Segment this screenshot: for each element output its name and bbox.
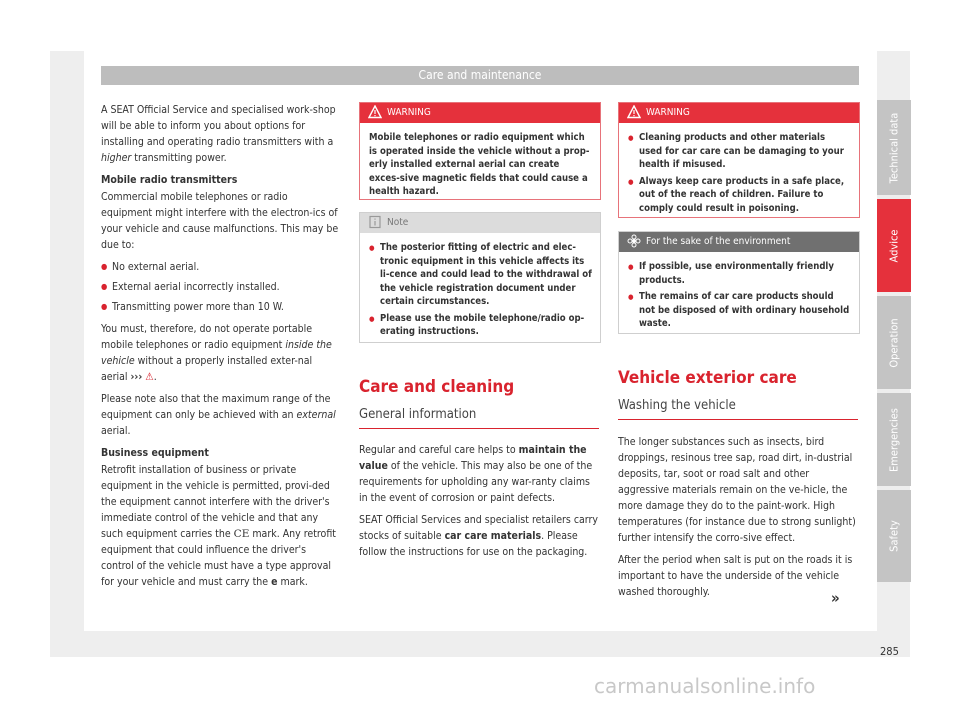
warning-box bbox=[359, 102, 601, 200]
warning-body bbox=[619, 123, 859, 224]
exterior-paragraph: The longer substances such as insects, bird droppings, resinous tree sap, road dirt, in-dustrial deposits, tar, soot or road salt and other aggressive materials remain on the ve-hicle, the more damage they do to the paint-work. High temperatures (for instance due to strong sunlight) further intensify the corro-sive effect. bbox=[618, 436, 856, 544]
section-subtitle: General information bbox=[359, 407, 599, 429]
tab-operation[interactable]: Operation bbox=[877, 296, 911, 389]
warning-triangle-icon bbox=[627, 105, 641, 119]
list-item: ● If possible, use environmentally friendly products. bbox=[628, 260, 851, 287]
section-title: Care and cleaning bbox=[359, 377, 515, 397]
warning-label: WARNING bbox=[646, 107, 690, 118]
exterior-paragraph: After the period when salt is put on the roads it is important to have the underside of the vehicle washed thoroughly. bbox=[618, 554, 853, 598]
tab-emergencies[interactable]: Emergencies bbox=[877, 393, 911, 486]
e-mark: e bbox=[271, 576, 278, 588]
environment-label: For the sake of the environment bbox=[646, 236, 791, 247]
care-section-heading bbox=[359, 377, 599, 429]
list-item: ● External aerial incorrectly installed. bbox=[101, 279, 341, 295]
intro-paragraph: A SEAT Official Service and specialised work-shop will be able to inform you about options for installing and operating radio transmitters with a higher transmitting power. bbox=[101, 104, 336, 164]
warning-triangle-icon: ⚠ bbox=[145, 371, 154, 383]
list-item: ● The posterior fitting of electric and elec-tronic equipment in this vehicle affects its li-cence and could lead to the withdrawal of the vehicle registration document under certain circumstances. bbox=[369, 241, 592, 309]
business-paragraph: Retrofit installation of business or private equipment in the vehicle is permitted, provi-ded the equipment cannot interfere with the driver's immediate control of the vehicle and that any such equipment carries the CE mark. Any retrofit equipment that could influence the driver's control of the vehicle must have a type approval for your vehicle and must carry the e mark. bbox=[101, 464, 336, 588]
list-item: ● Cleaning products and other materials used for car care can be damaging to your health if misused. bbox=[628, 131, 851, 172]
care-paragraph: SEAT Official Services and specialist retailers carry stocks of suitable car care materials. Please follow the instructions for use on the packaging. bbox=[359, 514, 598, 558]
warning-header bbox=[360, 103, 600, 123]
environment-header bbox=[619, 232, 859, 252]
environment-body bbox=[619, 252, 859, 340]
tab-advice[interactable]: Advice bbox=[877, 199, 911, 292]
list-item: ● Please use the mobile telephone/radio op-erating instructions. bbox=[369, 312, 592, 339]
exterior-section-heading bbox=[618, 368, 858, 420]
care-paragraph: Regular and careful care helps to maintain the value of the vehicle. This may also be one of the requirements for upholding any war-ranty claims in the event of corrosion or paint defects. bbox=[359, 444, 593, 504]
warning-box-2 bbox=[618, 102, 860, 218]
mobile-paragraph: Commercial mobile telephones or radio equipment might interfere with the electron-ics of your vehicle and cause malfunctions. This may be due to: bbox=[101, 191, 339, 251]
note-header bbox=[360, 213, 600, 233]
warning-text: Mobile telephones or radio equipment which is operated inside the vehicle without a prop-erly installed external aerial can create exces-sive magnetic fields that could cause a health hazard. bbox=[369, 132, 590, 197]
environment-flower-icon bbox=[627, 234, 641, 248]
note-icon bbox=[368, 215, 382, 229]
note-body bbox=[360, 233, 600, 348]
continue-chevron-icon: » bbox=[831, 589, 840, 607]
range-paragraph: Please note also that the maximum range of the equipment can only be achieved with an external aerial. bbox=[101, 393, 336, 437]
list-item: ● Always keep care products in a safe place, out of the reach of children. Failure to comply could result in poisoning. bbox=[628, 175, 851, 216]
column-1 bbox=[101, 102, 341, 596]
list-item: ● No external aerial. bbox=[101, 259, 341, 275]
business-heading: Business equipment bbox=[101, 447, 209, 459]
tab-technical-data[interactable]: Technical data bbox=[877, 100, 911, 195]
page-header: Care and maintenance bbox=[101, 66, 859, 85]
section-subtitle: Washing the vehicle bbox=[618, 398, 858, 420]
operate-paragraph: You must, therefore, do not operate portable mobile telephones or radio equipment inside the vehicle without a properly installed exter-nal aerial ››› ⚠. bbox=[101, 323, 332, 383]
note-box bbox=[359, 212, 601, 343]
cross-reference-arrows[interactable]: ››› bbox=[130, 371, 143, 383]
section-title: Vehicle exterior care bbox=[618, 368, 797, 388]
warning-triangle-icon bbox=[368, 105, 382, 119]
page-number: 285 bbox=[880, 645, 899, 658]
care-text bbox=[359, 442, 601, 566]
warning-header bbox=[619, 103, 859, 123]
exterior-text bbox=[618, 434, 860, 606]
ce-mark-icon: CE bbox=[233, 528, 250, 540]
environment-box bbox=[618, 231, 860, 334]
list-item: ● Transmitting power more than 10 W. bbox=[101, 299, 341, 315]
watermark: carmanualsonline.info bbox=[594, 674, 816, 698]
warning-label: WARNING bbox=[387, 107, 431, 118]
list-item: ● The remains of car care products should not be disposed of with ordinary household waste. bbox=[628, 290, 851, 331]
mobile-heading: Mobile radio transmitters bbox=[101, 174, 238, 186]
note-label: Note bbox=[387, 217, 409, 228]
tab-safety[interactable]: Safety bbox=[877, 490, 911, 582]
